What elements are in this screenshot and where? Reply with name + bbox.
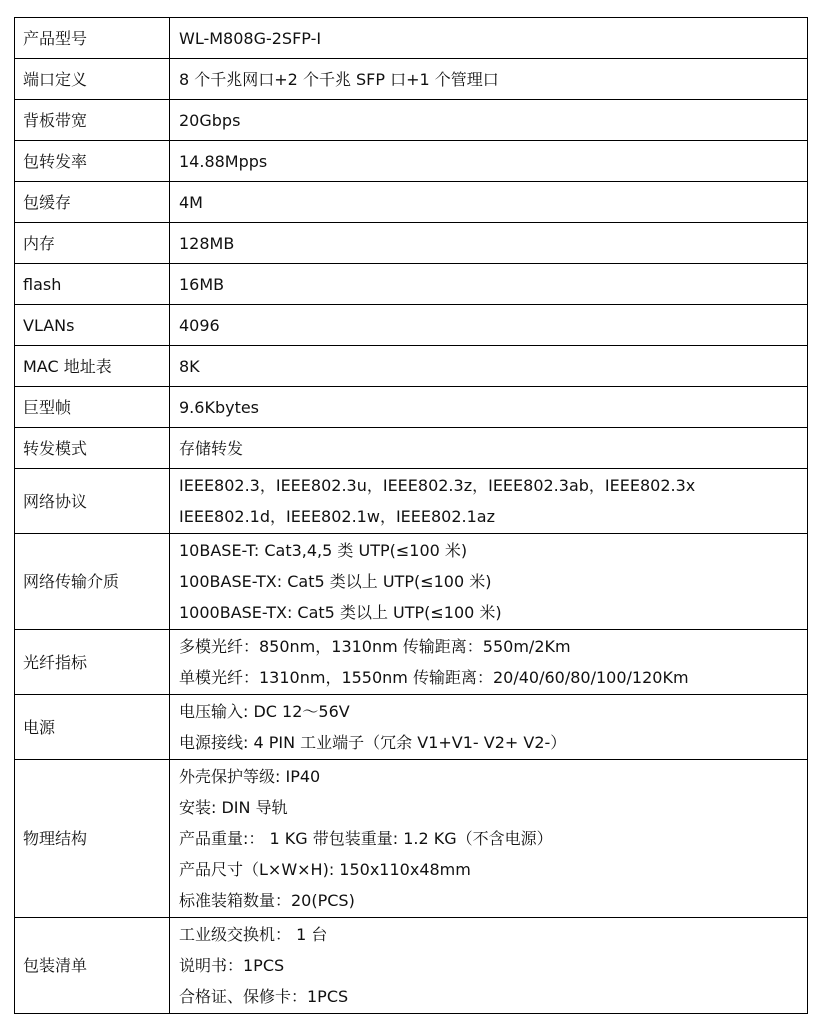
- spec-label: 内存: [15, 223, 170, 264]
- spec-value: [170, 346, 808, 387]
- spec-label: 产品型号: [15, 18, 170, 59]
- spec-value: [170, 223, 808, 264]
- spec-row: [15, 141, 808, 182]
- spec-value-line: 8 个千兆网口+2 个千兆 SFP 口+1 个管理口: [179, 69, 499, 89]
- spec-row: [15, 59, 808, 100]
- spec-value-line: 20Gbps: [179, 110, 241, 130]
- spec-value-line: 100BASE-TX: Cat5 类以上 UTP(≤100 米): [179, 572, 492, 591]
- spec-value-line: 说明书：1PCS: [179, 956, 285, 975]
- spec-value: [170, 695, 808, 760]
- spec-value: [170, 469, 808, 534]
- spec-value: [170, 630, 808, 695]
- spec-label: MAC 地址表: [15, 346, 170, 387]
- spec-row: [15, 534, 808, 630]
- spec-value-line: IEEE802.1d，IEEE802.1w，IEEE802.1az: [179, 507, 496, 526]
- spec-row: [15, 100, 808, 141]
- spec-value: [170, 305, 808, 346]
- spec-value-line: 电源接线: 4 PIN 工业端子（冗余 V1+V1- V2+ V2-）: [179, 733, 567, 752]
- spec-value: [170, 182, 808, 223]
- spec-value: [170, 428, 808, 469]
- spec-row: [15, 223, 808, 264]
- spec-row: [15, 387, 808, 428]
- spec-row: [15, 428, 808, 469]
- spec-label: 端口定义: [15, 59, 170, 100]
- spec-table-body: [15, 18, 808, 1014]
- spec-row: [15, 695, 808, 760]
- spec-value: [170, 918, 808, 1014]
- spec-value: [170, 264, 808, 305]
- spec-label: 巨型帧: [15, 387, 170, 428]
- spec-row: [15, 469, 808, 534]
- spec-value-line: 14.88Mpps: [179, 151, 268, 171]
- spec-value-line: 16MB: [179, 274, 225, 294]
- spec-value-line: 128MB: [179, 233, 235, 253]
- spec-value-line: 标准装箱数量：20(PCS): [179, 891, 355, 910]
- spec-value-line: 4M: [179, 192, 203, 212]
- spec-row: [15, 18, 808, 59]
- spec-label: 电源: [15, 695, 170, 760]
- spec-label: 物理结构: [15, 760, 170, 918]
- spec-value-line: 8K: [179, 356, 200, 376]
- spec-value-line: 1000BASE-TX: Cat5 类以上 UTP(≤100 米): [179, 603, 502, 622]
- spec-row: [15, 182, 808, 223]
- spec-value-line: 产品重量:： 1 KG 带包装重量: 1.2 KG（不含电源）: [179, 829, 553, 848]
- spec-value-line: 安装: DIN 导轨: [179, 798, 288, 817]
- spec-value-line: 9.6Kbytes: [179, 397, 260, 417]
- spec-value-line: 多模光纤：850nm，1310nm 传输距离：550m/2Km: [179, 637, 571, 656]
- spec-row: [15, 346, 808, 387]
- spec-value-line: 电压输入: DC 12～56V: [179, 702, 350, 721]
- spec-value: [170, 534, 808, 630]
- spec-label: 包缓存: [15, 182, 170, 223]
- spec-value-line: 10BASE-T: Cat3,4,5 类 UTP(≤100 米): [179, 541, 468, 560]
- spec-value: [170, 59, 808, 100]
- spec-table: [14, 17, 808, 1014]
- spec-value-line: 4096: [179, 315, 220, 335]
- spec-row: [15, 264, 808, 305]
- spec-value-line: 外壳保护等级: IP40: [179, 767, 321, 786]
- spec-row: [15, 305, 808, 346]
- spec-label: 光纤指标: [15, 630, 170, 695]
- spec-value-line: 存储转发: [179, 438, 244, 458]
- spec-row: [15, 918, 808, 1014]
- spec-label: 包转发率: [15, 141, 170, 182]
- spec-value-line: IEEE802.3，IEEE802.3u，IEEE802.3z，IEEE802.3ab，IEEE802.3x: [179, 476, 696, 495]
- spec-value: [170, 18, 808, 59]
- spec-value: [170, 760, 808, 918]
- spec-value-line: 合格证、保修卡：1PCS: [179, 987, 349, 1006]
- spec-label: 包装清单: [15, 918, 170, 1014]
- spec-value: [170, 141, 808, 182]
- spec-label: 转发模式: [15, 428, 170, 469]
- spec-label: VLANs: [15, 305, 170, 346]
- spec-value-line: 产品尺寸（L×W×H): 150x110x48mm: [179, 860, 471, 879]
- spec-value-line: WL-M808G-2SFP-I: [179, 28, 322, 48]
- spec-label: 网络传输介质: [15, 534, 170, 630]
- spec-value: [170, 387, 808, 428]
- spec-label: flash: [15, 264, 170, 305]
- spec-label: 网络协议: [15, 469, 170, 534]
- spec-value: [170, 100, 808, 141]
- spec-value-line: 单模光纤：1310nm，1550nm 传输距离：20/40/60/80/100/120Km: [179, 668, 689, 687]
- spec-sheet: [14, 17, 807, 1014]
- spec-value-line: 工业级交换机： 1 台: [179, 925, 328, 944]
- spec-row: [15, 760, 808, 918]
- spec-label: 背板带宽: [15, 100, 170, 141]
- spec-row: [15, 630, 808, 695]
